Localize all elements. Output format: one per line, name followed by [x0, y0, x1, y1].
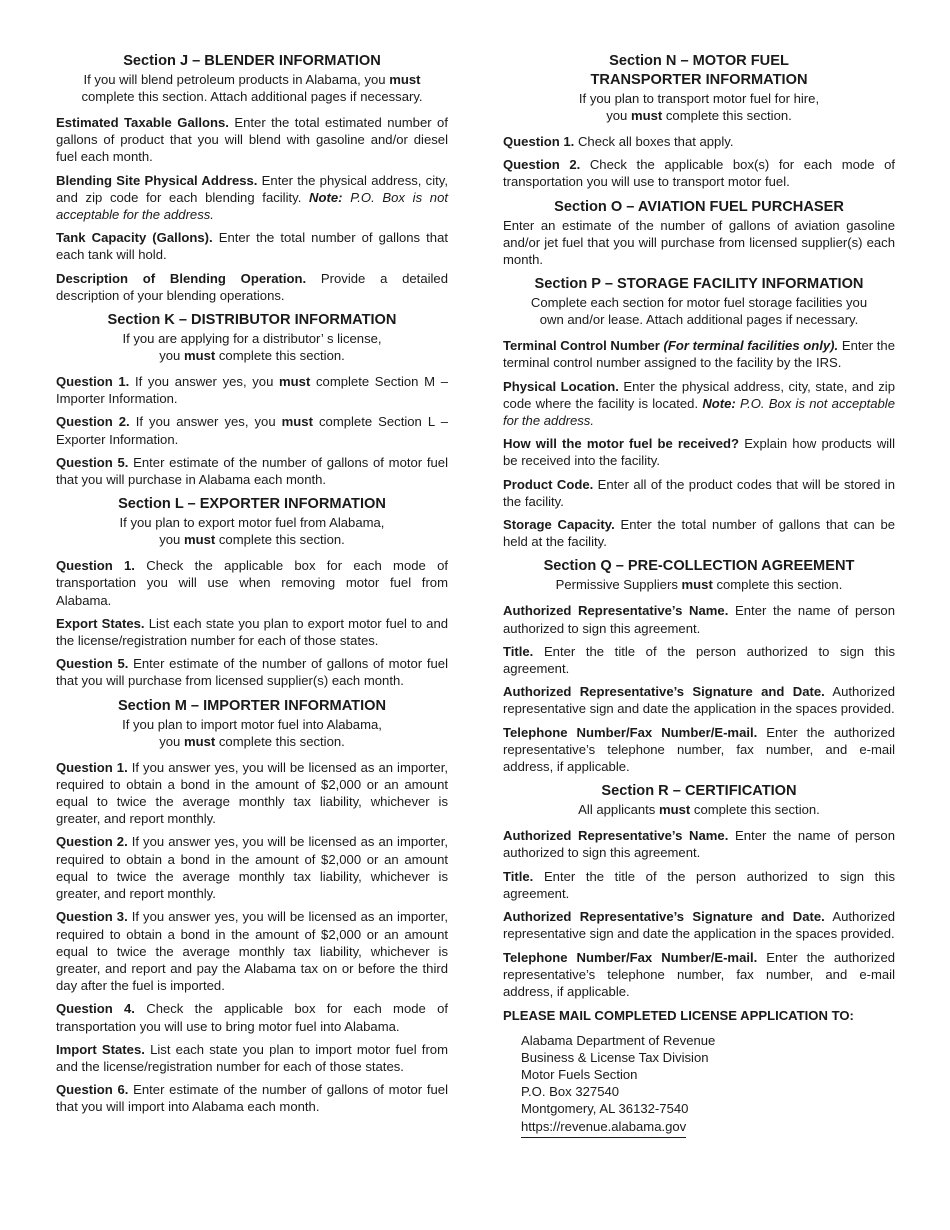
section-m	[56, 697, 448, 1116]
instruction-item: Question 5. Enter estimate of the number of gallons of motor fuel that you will purchase in Alabama each month.	[56, 454, 448, 488]
section-title: Section J – BLENDER INFORMATION	[123, 53, 381, 69]
section-intro: If you plan to import motor fuel into Alabama, you must complete this section.	[122, 716, 382, 749]
instruction-item: Question 6. Enter estimate of the number of gallons of motor fuel that you will import into Alabama each month.	[56, 1082, 448, 1115]
instruction-item: Question 5. Enter estimate of the number of gallons of motor fuel that you will purchase from licensed supplier(s) each month.	[56, 656, 448, 689]
instruction-item: Question 1. If you answer yes, you will be licensed as an importer, required to obtain a bond in the amount of $2,000 or an amount equal to twice the average monthly tax liability, whichever is greater, and report monthly.	[56, 759, 448, 827]
section-intro: If you plan to transport motor fuel for hire, you must complete this section.	[578, 91, 820, 123]
section-intro: If you will blend petroleum products in Alabama, you must complete this section. Attach additional pages if necessary.	[81, 72, 423, 104]
section-q	[503, 557, 895, 775]
section-title: Section L – EXPORTER INFORMATION	[118, 496, 386, 513]
instruction-item: Authorized Representative’s Name. Enter the name of person authorized to sign this agreement.	[503, 828, 895, 861]
instruction-item: Estimated Taxable Gallons. Enter the total estimated number of gallons of product that you will blend with gasoline and/or diesel fuel each month.	[56, 115, 448, 165]
instruction-item: Telephone Number/Fax Number/E-mail. Enter the authorized representative’s telephone number, fax number, and e-mail address, if applicable.	[503, 949, 896, 999]
left-column	[56, 52, 448, 1123]
instruction-item: Export States. List each state you plan to export motor fuel to and the license/registration number for each of those states.	[56, 615, 449, 649]
instruction-item: Title. Enter the title of the person authorized to sign this agreement.	[503, 868, 895, 901]
section-l	[56, 495, 448, 689]
address-line: P.O. Box 327540	[521, 1084, 620, 1100]
section-title: Section P – STORAGE FACILITY INFORMATION	[534, 276, 864, 293]
right-column	[503, 52, 895, 1145]
mailing-heading: PLEASE MAIL COMPLETED LICENSE APPLICATION TO:	[503, 1008, 854, 1024]
instruction-item: Authorized Representative’s Name. Enter the name of person authorized to sign this agreement.	[503, 603, 895, 636]
instruction-item: Question 1. If you answer yes, you must complete Section M – Importer Information.	[56, 374, 448, 407]
instruction-item: Product Code. Enter all of the product codes that will be stored in the facility.	[503, 476, 895, 509]
section-title: Section Q – PRE-COLLECTION AGREEMENT	[543, 558, 855, 575]
section-n	[503, 52, 895, 191]
section-intro: Complete each section for motor fuel storage facilities you own and/or lease. Attach additional pages if necessary.	[530, 295, 868, 328]
section-intro: Permissive Suppliers must complete this section.	[555, 577, 843, 593]
instruction-item: Question 3. If you answer yes, you will be licensed as an importer, required to obtain a bond in the amount of $2,000 or an amount equal to twice the average monthly tax liability, whichever is greater, and report and pay the Alabama tax on or before the third day after the fuel is imported.	[56, 909, 448, 994]
instruction-item: Tank Capacity (Gallons). Enter the total number of gallons that each tank will hold.	[56, 230, 448, 263]
section-intro: If you are applying for a distributor’ s license, you must complete this section.	[122, 331, 382, 364]
instruction-item: Question 2. If you answer yes, you must complete Section L – Exporter Information.	[56, 414, 448, 447]
instruction-item: Telephone Number/Fax Number/E-mail. Enter the authorized representative’s telephone number, fax number, and e-mail address, if applicable.	[503, 724, 896, 775]
section-k	[56, 311, 448, 488]
instruction-item: Enter an estimate of the number of gallons of aviation gasoline and/or jet fuel that you will purchase from licensed supplier(s) each month.	[503, 217, 895, 268]
section-intro: All applicants must complete this section.	[578, 802, 820, 818]
instruction-item: Question 1. Check all boxes that apply.	[503, 134, 734, 149]
instruction-item: Question 2. Check the applicable box(s) for each mode of transportation you will use to transport motor fuel.	[503, 157, 895, 190]
instruction-item: Terminal Control Number (For terminal facilities only). Enter the terminal control number assigned to the facility by the IRS.	[503, 338, 895, 371]
section-title: Section O – AVIATION FUEL PURCHASER	[554, 198, 844, 215]
section-r	[503, 782, 895, 1000]
instruction-item: Question 4. Check the applicable box for each mode of transportation you will use to bring motor fuel into Alabama.	[56, 1001, 448, 1034]
instruction-item: Blending Site Physical Address. Enter the physical address, city, and zip code for each blending facility. Note: P.O. Box is not acceptable for the address.	[56, 172, 449, 223]
instruction-item: Authorized Representative’s Signature and Date. Authorized representative sign and date the application in the spaces provided.	[503, 684, 896, 717]
section-title: Section K – DISTRIBUTOR INFORMATION	[107, 312, 397, 329]
section-title: Section R – CERTIFICATION	[601, 783, 797, 800]
instruction-item: Storage Capacity. Enter the total number of gallons that can be held at the facility.	[503, 517, 896, 550]
instruction-item: Physical Location. Enter the physical address, city, state, and zip code where the facility is located. Note: P.O. Box is not acceptable for the address.	[503, 378, 895, 429]
section-o	[503, 198, 895, 269]
website-link[interactable]: https://revenue.alabama.gov	[521, 1118, 686, 1138]
address-line: Business & License Tax Division	[521, 1050, 709, 1066]
instruction-item: Title. Enter the title of the person authorized to sign this agreement.	[503, 643, 895, 677]
instruction-item: Question 1. Check the applicable box for each mode of transportation you will use when removing motor fuel from Alabama.	[56, 558, 448, 608]
section-title: Section M – IMPORTER INFORMATION	[117, 697, 387, 714]
instruction-item: Authorized Representative’s Signature and Date. Authorized representative sign and date the application in the spaces provided.	[503, 909, 896, 942]
instruction-item: Description of Blending Operation. Provide a detailed description of your blending operations.	[56, 270, 448, 303]
instruction-item: How will the motor fuel be received? Explain how products will be received into the facility.	[503, 436, 895, 469]
mailing-address	[521, 1032, 895, 1138]
instruction-item: Import States. List each state you plan to import motor fuel from and the license/registration number for each of those states.	[56, 1041, 448, 1074]
section-title: Section N – MOTOR FUEL TRANSPORTER INFORMATION	[590, 53, 808, 88]
address-line: Alabama Department of Revenue	[521, 1033, 716, 1049]
section-intro: If you plan to export motor fuel from Alabama, you must complete this section.	[119, 515, 385, 548]
section-p	[503, 275, 895, 550]
section-j	[56, 52, 448, 304]
address-line: Motor Fuels Section	[521, 1067, 638, 1083]
instruction-item: Question 2. If you answer yes, you will be licensed as an importer, required to obtain a bond in the amount of $2,000 or an amount equal to twice the average monthly tax liability, whichever is greater, and report monthly.	[56, 834, 448, 902]
mailing-block	[503, 1007, 895, 1138]
address-line: Montgomery, AL 36132-7540	[521, 1101, 689, 1117]
